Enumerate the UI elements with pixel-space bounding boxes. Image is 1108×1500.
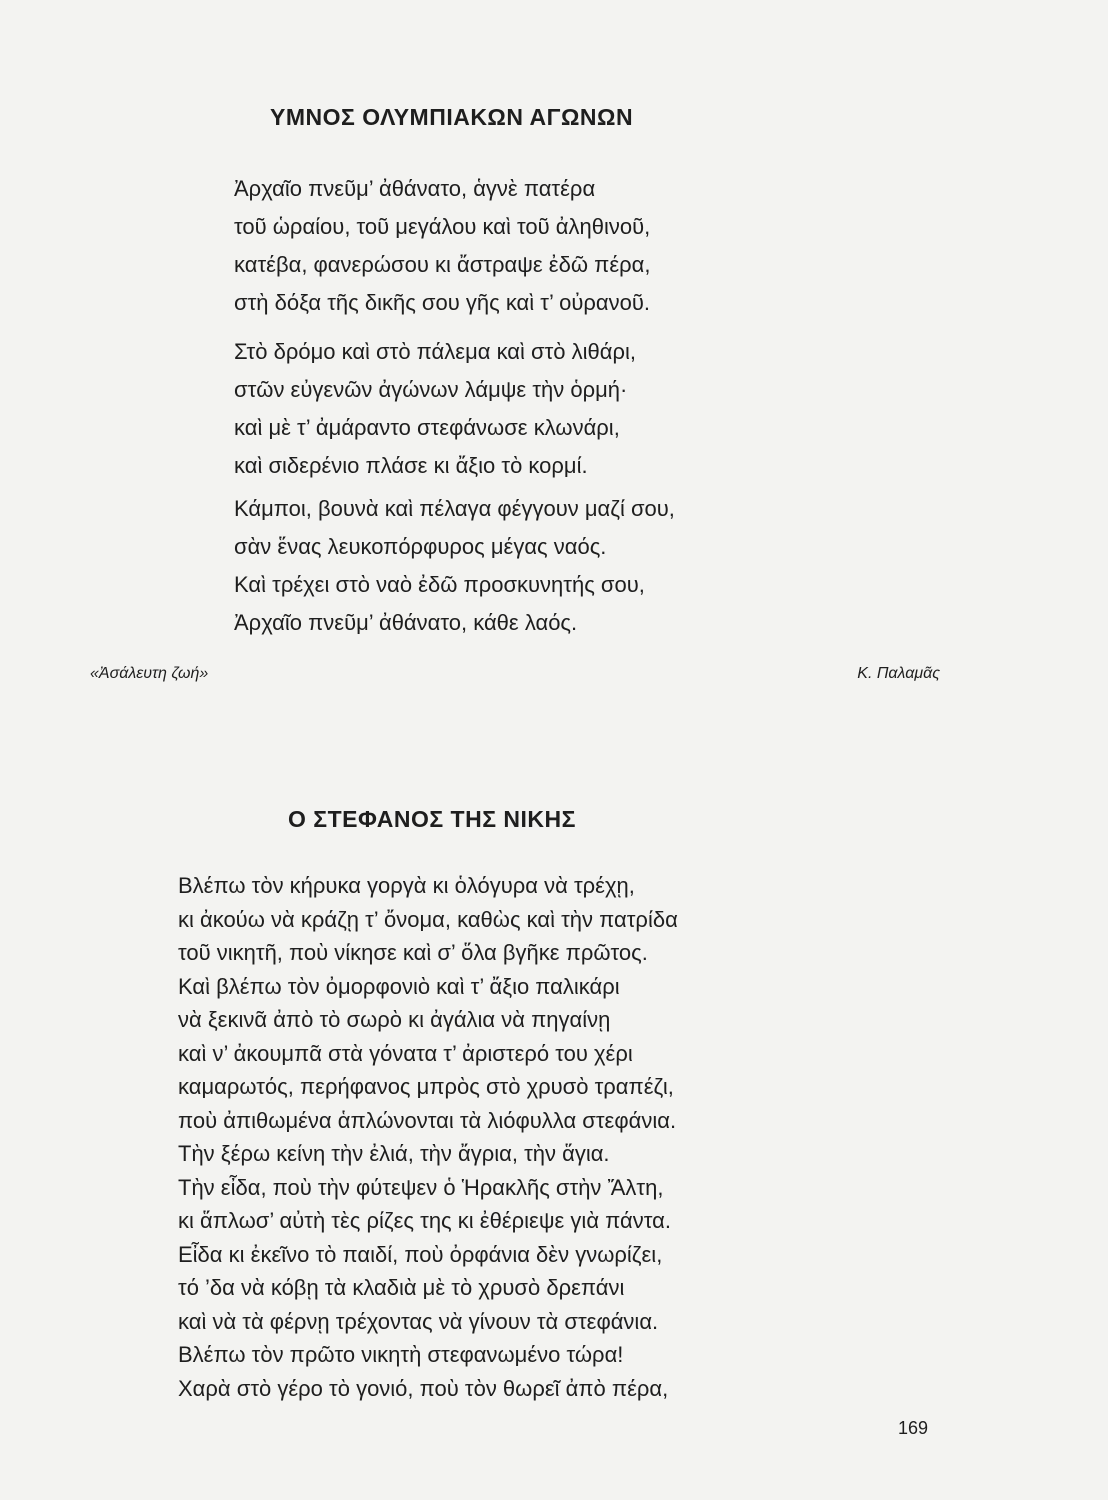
poem-line: τοῦ ὡραίου, τοῦ μεγάλου καὶ τοῦ ἀληθινοῦ, xyxy=(234,214,651,239)
poem-line: τό ’δα νὰ κόβῃ τὰ κλαδιὰ μὲ τὸ χρυσὸ δρεπάνι xyxy=(178,1275,625,1300)
poem-line: νὰ ξεκινᾶ ἀπὸ τὸ σωρὸ κι ἀγάλια νὰ πηγαίνῃ xyxy=(178,1007,611,1032)
poem-line: Ἀρχαῖο πνεῦμ’ ἀθάνατο, κάθε λαός. xyxy=(234,610,578,635)
poem-line: Βλέπω τὸν κήρυκα γοργὰ κι ὁλόγυρα νὰ τρέχῃ, xyxy=(178,873,635,898)
poem2-body xyxy=(178,869,678,1405)
poem-line: κι ἅπλωσ’ αὐτὴ τὲς ρίζες της κι ἐθέριεψε γιὰ πάντα. xyxy=(178,1208,671,1233)
poem-line: Στὸ δρόμο καὶ στὸ πάλεμα καὶ στὸ λιθάρι, xyxy=(234,339,636,364)
poem-line: τοῦ νικητῆ, ποὺ νίκησε καὶ σ’ ὅλα βγῆκε πρῶτος. xyxy=(178,940,648,965)
poem-line: καὶ σιδερένιο πλάσε κι ἄξιο τὸ κορμί. xyxy=(234,453,588,478)
poem1-source: «Ἀσάλευτη ζωή» xyxy=(90,665,209,682)
poem1-stanza-2 xyxy=(234,333,636,485)
poem2-title: Ο ΣΤΕΦΑΝΟΣ ΤΗΣ ΝΙΚΗΣ xyxy=(288,806,576,832)
poem-line: στὴ δόξα τῆς δικῆς σου γῆς καὶ τ’ οὐρανοῦ. xyxy=(234,290,651,315)
poem-line: κατέβα, φανερώσου κι ἄστραψε ἐδῶ πέρα, xyxy=(234,252,651,277)
poem-line: Καὶ βλέπω τὸν ὀμορφονιὸ καὶ τ’ ἄξιο παλικάρι xyxy=(178,973,620,999)
page-number: 169 xyxy=(898,1418,929,1438)
poem-line: καὶ νὰ τὰ φέρνῃ τρέχοντας νὰ γίνουν τὰ στεφάνια. xyxy=(178,1308,659,1334)
poem-line: κι ἀκούω νὰ κράζῃ τ’ ὄνομα, καθὼς καὶ τὴν πατρίδα xyxy=(178,906,678,932)
poem-line: Τὴν εἶδα, ποὺ τὴν φύτεψεν ὁ Ἡρακλῆς στὴν Ἄλτη, xyxy=(178,1174,664,1200)
poem1-author: Κ. Παλαμᾶς xyxy=(857,665,940,682)
poem-line: Βλέπω τὸν πρῶτο νικητὴ στεφανωμένο τώρα! xyxy=(178,1342,624,1367)
poem-line: Χαρὰ στὸ γέρο τὸ γονιό, ποὺ τὸν θωρεῖ ἀπὸ πέρα, xyxy=(178,1375,669,1401)
poem-line: καμαρωτός, περήφανος μπρὸς στὸ χρυσὸ τραπέζι, xyxy=(178,1074,674,1099)
poem1-stanza-1 xyxy=(234,170,651,322)
poem-line: Τὴν ξέρω κείνη τὴν ἐλιά, τὴν ἄγρια, τὴν ἅγια. xyxy=(178,1141,610,1166)
poem1-stanza-3 xyxy=(234,490,675,642)
poem-line: Εἶδα κι ἐκεῖνο τὸ παιδί, ποὺ ὀρφάνια δὲν γνωρίζει, xyxy=(178,1241,663,1267)
poem-line: σὰν ἕνας λευκοπόρφυρος μέγας ναός. xyxy=(234,534,607,559)
poem-line: στῶν εὐγενῶν ἀγώνων λάμψε τὴν ὁρμή· xyxy=(234,377,628,402)
poem-line: Ἀρχαῖο πνεῦμ’ ἀθάνατο, ἁγνὲ πατέρα xyxy=(234,176,596,201)
poem1-title: ΥΜΝΟΣ ΟΛΥΜΠΙΑΚΩΝ ΑΓΩΝΩΝ xyxy=(270,104,634,130)
poem-line: καὶ μὲ τ’ ἀμάραντο στεφάνωσε κλωνάρι, xyxy=(234,415,620,440)
poem-line: καὶ ν’ ἀκουμπᾶ στὰ γόνατα τ’ ἀριστερό του χέρι xyxy=(178,1040,633,1066)
poem-line: Κάμποι, βουνὰ καὶ πέλαγα φέγγουν μαζί σου, xyxy=(234,496,675,521)
poem-line: ποὺ ἀπιθωμένα ἁπλώνονται τὰ λιόφυλλα στεφάνια. xyxy=(178,1107,677,1133)
poem-line: Καὶ τρέχει στὸ ναὸ ἐδῶ προσκυνητής σου, xyxy=(234,572,645,597)
